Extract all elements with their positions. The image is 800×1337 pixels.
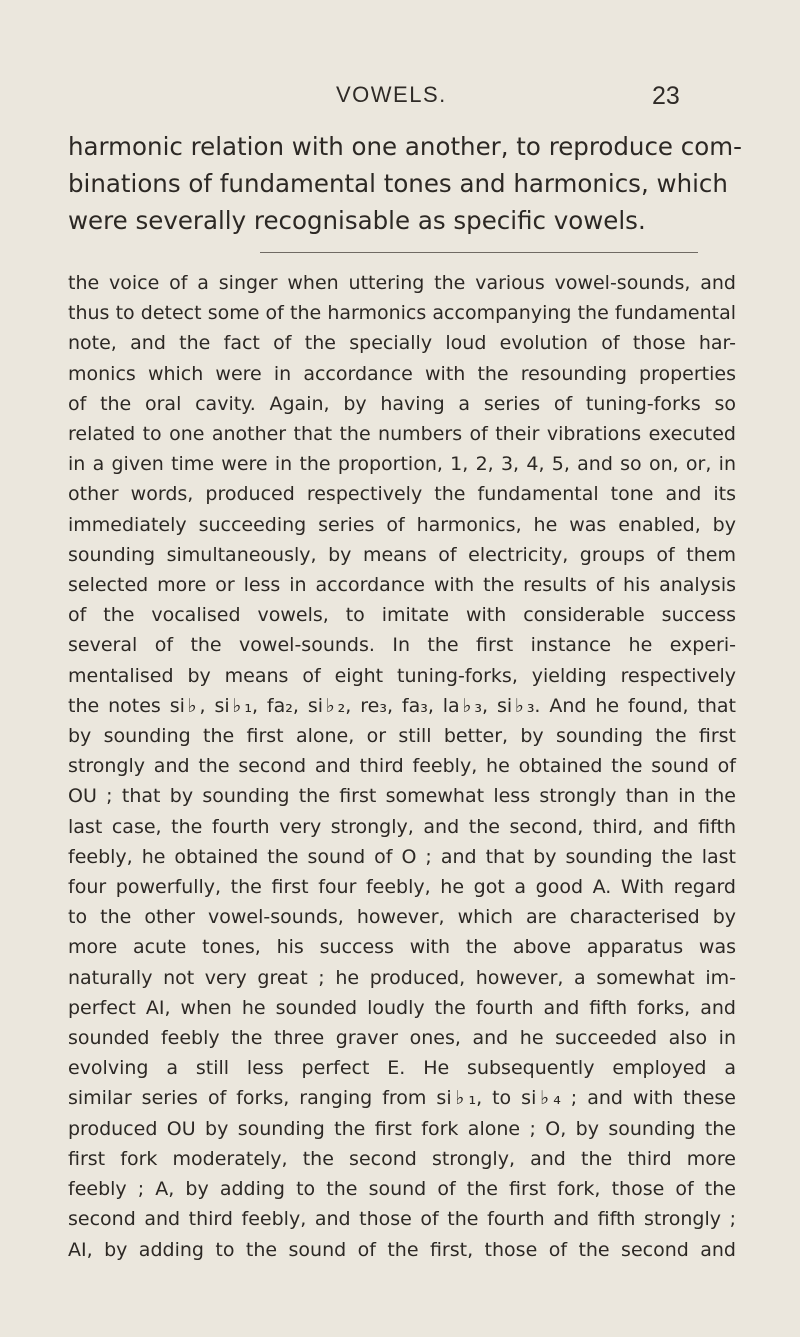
body-line: the voice of a singer when uttering the various vowel-sounds, and (68, 272, 736, 294)
body-line: of the oral cavity. Again, by having a series of tuning-forks so (68, 392, 736, 415)
body-line: mentalised by means of eight tuning-forks, yielding respectively (68, 664, 736, 687)
body-line: naturally not very great ; he produced, however, a somewhat im- (68, 966, 736, 989)
intro-line: were severally recognisable as specific vowels. (68, 206, 646, 235)
running-head (0, 82, 800, 116)
body-line: feebly ; A, by adding to the sound of the first fork, those of the (68, 1178, 736, 1201)
body-line: OU ; that by sounding the first somewhat less strongly than in the (68, 785, 736, 808)
body-line: to the other vowel-sounds, however, which are characterised by (68, 906, 736, 929)
intro-line: harmonic relation with one another, to reproduce com- (68, 132, 742, 161)
body-line: in a given time were in the proportion, 1, 2, 3, 4, 5, and so on, or, in (68, 453, 736, 476)
body-paragraph (68, 268, 736, 1265)
section-divider (260, 252, 698, 253)
body-line: related to one another that the numbers of their vibrations executed (68, 423, 736, 446)
running-title: VOWELS. (336, 82, 447, 107)
body-line: monics which were in accordance with the resounding properties (68, 362, 736, 385)
body-line: evolving a still less perfect E. He subsequently employed a (68, 1057, 736, 1080)
body-line: produced OU by sounding the first fork alone ; O, by sounding the (68, 1117, 736, 1140)
body-line: feebly, he obtained the sound of O ; and that by sounding the last (68, 845, 736, 868)
body-line: second and third feebly, and those of the fourth and fifth strongly ; (68, 1208, 736, 1231)
intro-paragraph (68, 128, 742, 239)
body-line: last case, the fourth very strongly, and the second, third, and fifth (68, 815, 736, 838)
body-line: similar series of forks, ranging from si♭₁, to si♭₄ ; and with these (68, 1087, 736, 1110)
body-line: the notes si♭, si♭₁, fa₂, si♭₂, re₃, fa₃, la♭₃, si♭₃. And he found, that (68, 694, 736, 717)
intro-line: binations of fundamental tones and harmonics, which (68, 169, 728, 198)
body-line: AI, by adding to the sound of the first, those of the second and (68, 1238, 736, 1261)
body-line: of the vocalised vowels, to imitate with considerable success (68, 604, 736, 627)
body-line: thus to detect some of the harmonics accompanying the fundamental (68, 302, 736, 325)
body-line: four powerfully, the first four feebly, he got a good A. With regard (68, 876, 736, 899)
body-line: first fork moderately, the second strongly, and the third more (68, 1147, 736, 1170)
body-line: by sounding the first alone, or still better, by sounding the first (68, 725, 736, 748)
body-line: other words, produced respectively the fundamental tone and its (68, 483, 736, 506)
body-line: perfect AI, when he sounded loudly the fourth and fifth forks, and (68, 996, 736, 1019)
body-line: strongly and the second and third feebly, he obtained the sound of (68, 755, 736, 778)
body-line: more acute tones, his success with the above apparatus was (68, 936, 736, 959)
body-line: selected more or less in accordance with the results of his analysis (68, 574, 736, 597)
body-line: sounding simultaneously, by means of electricity, groups of them (68, 543, 736, 566)
body-line: several of the vowel-sounds. In the first instance he experi- (68, 634, 736, 657)
body-line: immediately succeeding series of harmonics, he was enabled, by (68, 513, 736, 536)
page-number: 23 (652, 82, 680, 110)
body-line: sounded feebly the three graver ones, and he succeeded also in (68, 1027, 736, 1050)
body-line: note, and the fact of the specially loud evolution of those har- (68, 332, 736, 355)
